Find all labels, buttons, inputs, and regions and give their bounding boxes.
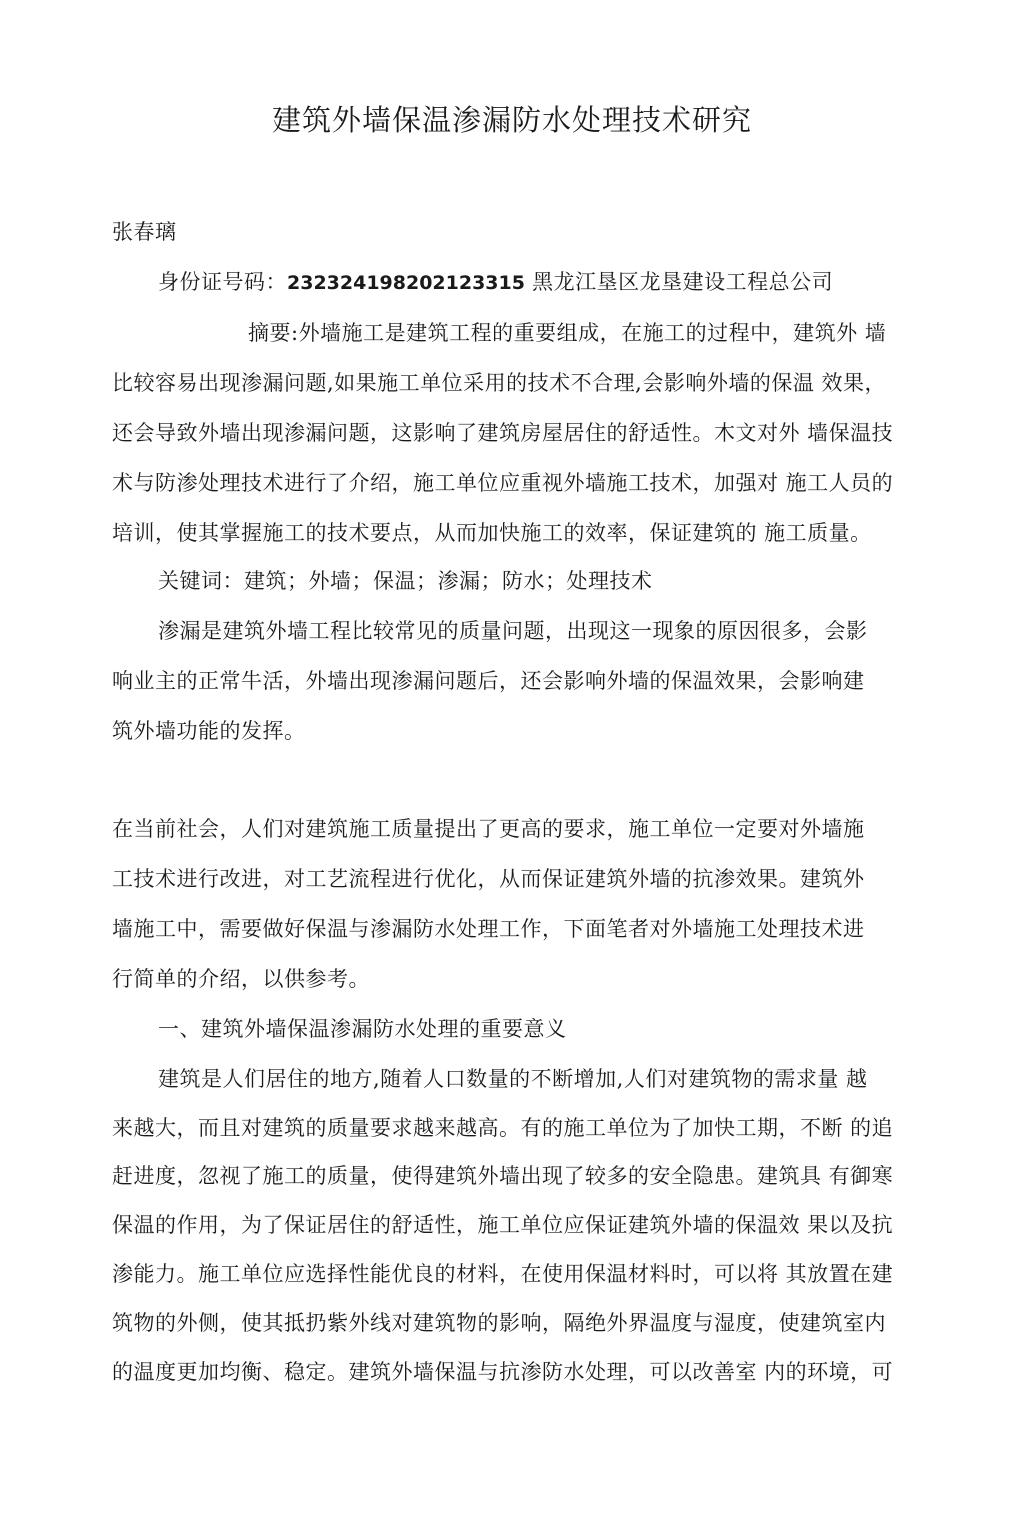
section-line: 来越大，而且对建筑的质量要求越来越高。有的施工单位为了加快工期，不断 的追 — [112, 1116, 894, 1140]
section-line: 赶进度，忽视了施工的质量，使得建筑外墙出现了较多的安全隐患。建筑具 有御寒 — [112, 1164, 894, 1188]
section-line: 渗能力。施工单位应选择性能优良的材料，在使用保温材料时，可以将 其放置在建 — [112, 1262, 894, 1286]
keywords: 关键词：建筑；外墙；保温；渗漏；防水；处理技术 — [158, 569, 653, 593]
section-line: 保温的作用，为了保证居住的舒适性，施工单位应保证建筑外墙的保温效 果以及抗 — [112, 1213, 894, 1237]
id-label: 身份证号码： — [158, 270, 287, 294]
intro-line: 渗漏是建筑外墙工程比较常见的质量问题，出现这一现象的原因很多，会影 — [158, 619, 868, 643]
abstract-line: 还会导致外墙出现渗漏问题，这影响了建筑房屋居住的舒适性。木文对外 墙保温技 — [112, 421, 894, 445]
context-line: 在当前社会，人们对建筑施工质量提出了更高的要求，施工单位一定要对外墙施 — [112, 817, 865, 841]
organization: 黑龙江垦区龙垦建设工程总公司 — [524, 270, 834, 294]
section-line: 的温度更加均衡、稳定。建筑外墙保温与抗渗防水处理，可以改善室 内的环境，可 — [112, 1360, 894, 1384]
author-affiliation — [158, 268, 833, 297]
document-title: 建筑外墙保温渗漏防水处理技术研究 — [271, 103, 752, 137]
intro-line: 响业主的正常牛活，外墙出现渗漏问题后，还会影响外墙的保温效果，会影响建 — [112, 669, 865, 693]
context-line: 行简单的介绍，以供参考。 — [112, 967, 370, 991]
author-name: 张春璃 — [112, 220, 177, 244]
section-line: 建筑是人们居住的地方,随着人口数量的不断增加,人们对建筑物的需求量 越 — [158, 1067, 868, 1091]
section-line: 筑物的外侧，使其抵扔紫外线对建筑物的影响，隔绝外界温度与湿度，使建筑室内 — [112, 1311, 886, 1335]
abstract-line: 培训，使其掌握施工的技术要点，从而加快施工的效率，保证建筑的 施工质量。 — [112, 521, 872, 545]
context-line: 墙施工中，需要做好保温与渗漏防水处理工作，下面笔者对外墙施工处理技术进 — [112, 917, 865, 941]
section-heading: 一、建筑外墙保温渗漏防水处理的重要意义 — [158, 1017, 567, 1041]
abstract-line: 摘要:外墙施工是建筑工程的重要组成，在施工的过程中，建筑外 墙 — [248, 321, 887, 345]
id-number: 232324198202123315 — [287, 272, 525, 294]
intro-line: 筑外墙功能的发挥。 — [112, 719, 306, 743]
context-line: 工技术进行改进，对工艺流程进行优化，从而保证建筑外墙的抗渗效果。建筑外 — [112, 867, 865, 891]
abstract-line: 术与防渗处理技术进行了介绍，施工单位应重视外墙施工技术，加强对 施工人员的 — [112, 471, 894, 495]
abstract-line: 比较容易出现渗漏问题,如果施工单位采用的技术不合理,会影响外墙的保温 效果， — [112, 371, 887, 395]
